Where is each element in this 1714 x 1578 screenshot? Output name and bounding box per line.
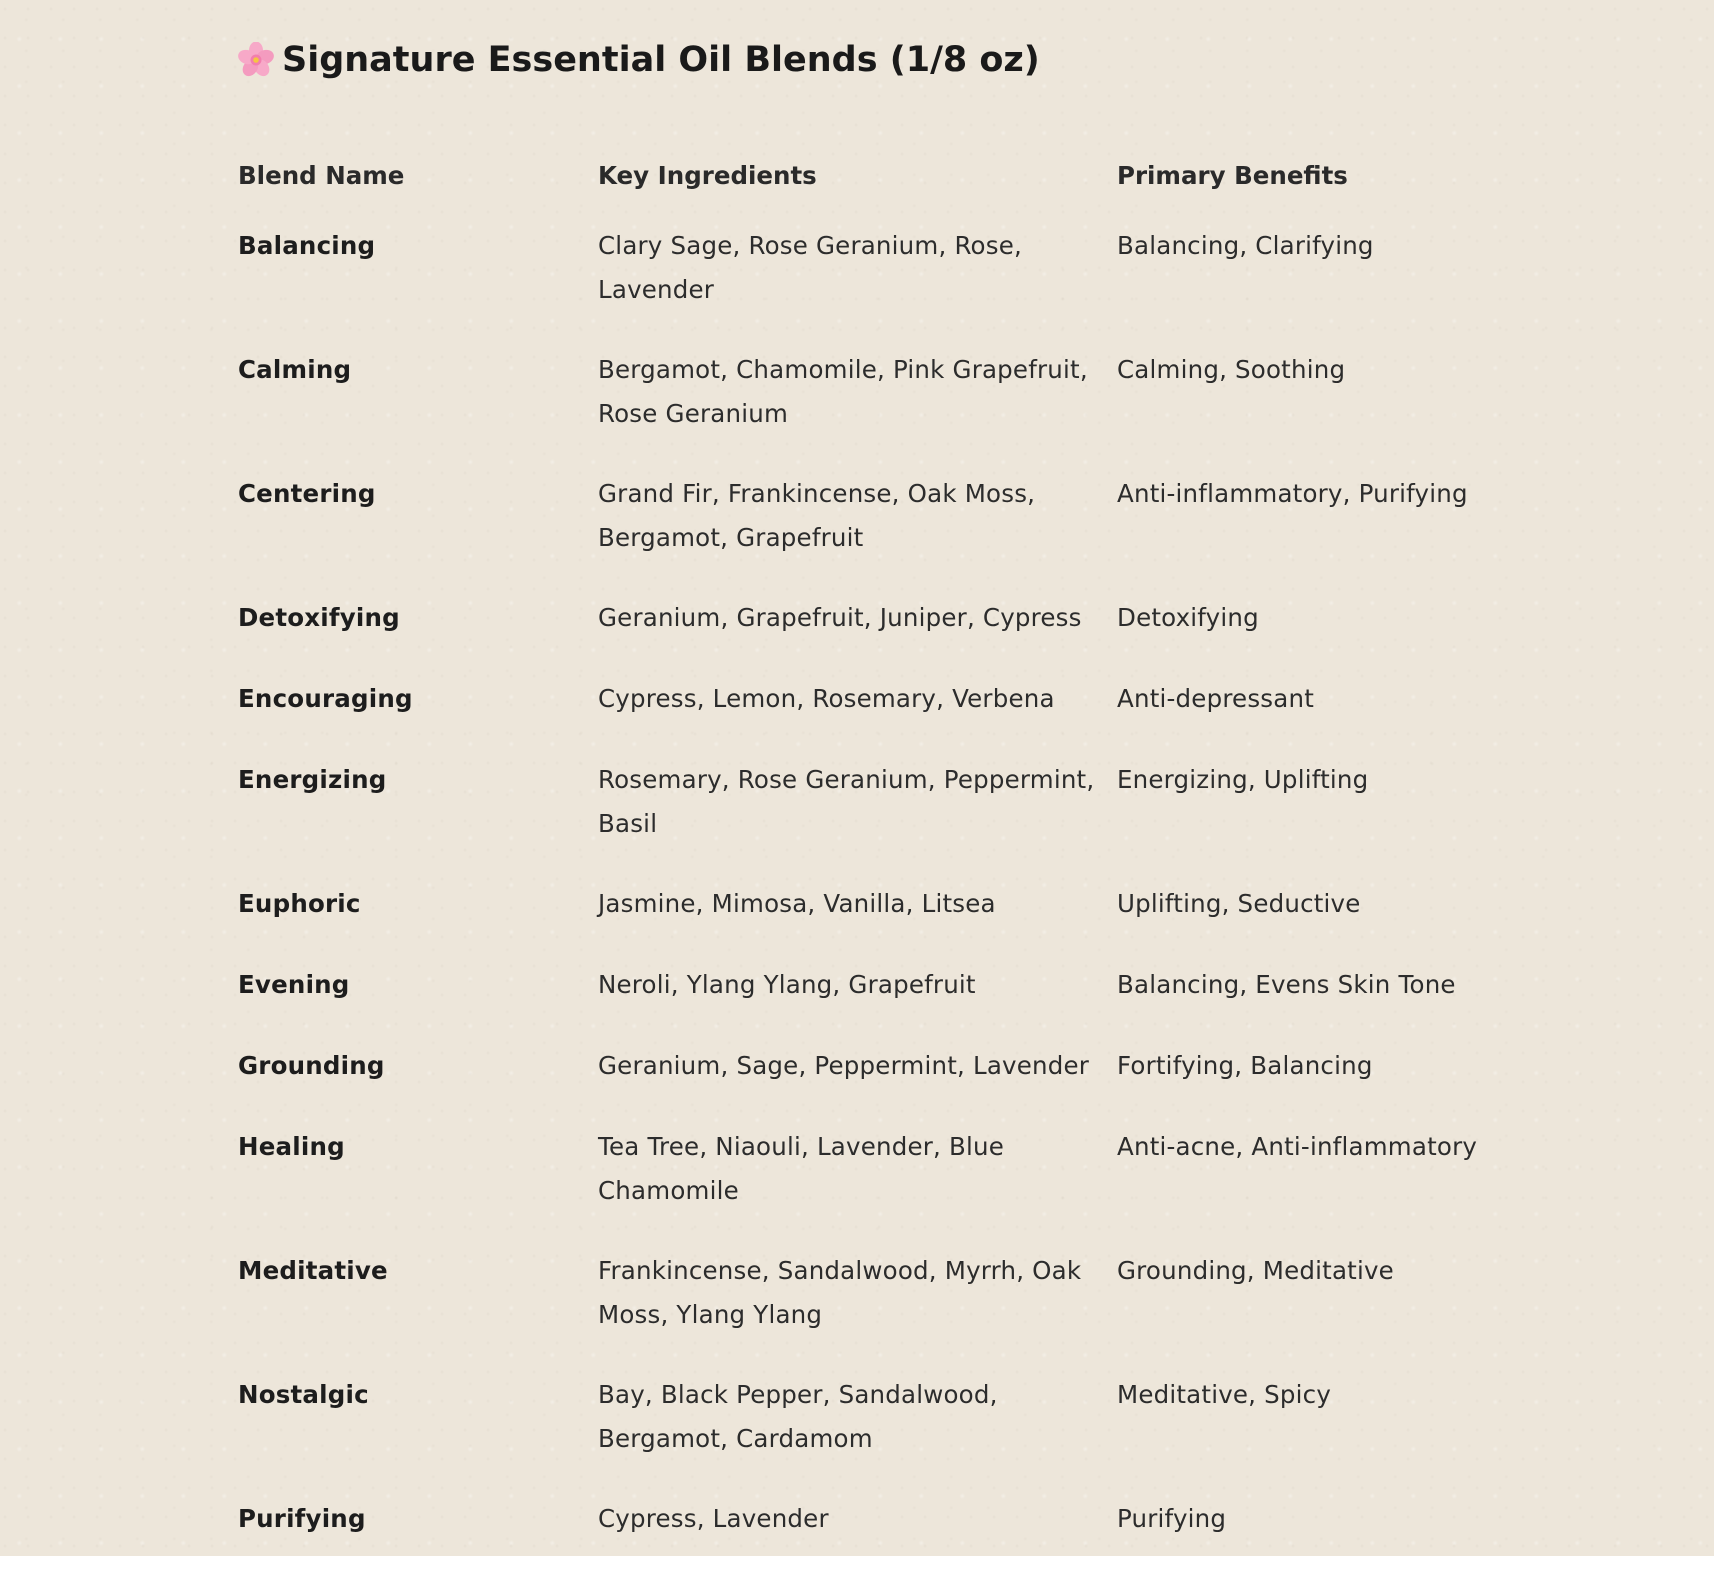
blend-name-cell: Balancing — [238, 231, 376, 260]
ingredients-cell: Frankincense, Sandalwood, Myrrh, Oak Moss, Ylang Ylang — [598, 1256, 1082, 1329]
blend-name-cell: Detoxifying — [238, 603, 400, 632]
benefits-cell: Anti-inflammatory, Purifying — [1117, 479, 1468, 508]
benefits-cell: Balancing, Evens Skin Tone — [1117, 970, 1456, 999]
page-title-text: Signature Essential Oil Blends (1/8 oz) — [282, 40, 1040, 80]
blend-table — [238, 38, 1538, 1578]
ingredients-cell: Cypress, Lavender — [598, 1504, 829, 1533]
benefits-cell: Purifying — [1117, 1504, 1227, 1533]
ingredients-cell: Clary Sage, Rose Geranium, Rose, Lavender — [598, 231, 1022, 304]
ingredients-cell: Bergamot, Chamomile, Pink Grapefruit, Rose Geranium — [598, 355, 1088, 428]
benefits-cell: Anti-depressant — [1117, 684, 1315, 713]
blend-name-cell: Meditative — [238, 1256, 388, 1285]
blend-name-cell: Nostalgic — [238, 1380, 369, 1409]
benefits-cell: Fortifying, Balancing — [1117, 1051, 1373, 1080]
benefits-cell: Meditative, Spicy — [1117, 1380, 1332, 1409]
benefits-cell: Uplifting, Seductive — [1117, 889, 1361, 918]
blend-name-cell: Purifying — [238, 1504, 366, 1533]
blend-name-cell: Euphoric — [238, 889, 361, 918]
ingredients-cell: Grand Fir, Frankincense, Oak Moss, Bergamot, Grapefruit — [598, 479, 1036, 552]
blend-name-cell: Evening — [238, 970, 350, 999]
header-primary-benefits: Primary Benefits — [1117, 161, 1348, 190]
benefits-cell: Anti-acne, Anti-inflammatory — [1117, 1132, 1478, 1161]
table-row — [238, 596, 1538, 677]
table-row — [238, 1497, 1538, 1578]
benefits-cell: Detoxifying — [1117, 603, 1259, 632]
blend-name-cell: Calming — [238, 355, 352, 384]
header-blend-name: Blend Name — [238, 161, 405, 190]
table-row — [238, 472, 1538, 596]
table-row — [238, 758, 1538, 882]
benefits-cell: Energizing, Uplifting — [1117, 765, 1369, 794]
blend-name-cell: Energizing — [238, 765, 387, 794]
table-row — [238, 348, 1538, 472]
ingredients-cell: Tea Tree, Niaouli, Lavender, Blue Chamomile — [598, 1132, 1005, 1205]
ingredients-cell: Neroli, Ylang Ylang, Grapefruit — [598, 970, 976, 999]
blend-name-cell: Grounding — [238, 1051, 385, 1080]
ingredients-cell: Cypress, Lemon, Rosemary, Verbena — [598, 684, 1055, 713]
table-row — [238, 882, 1538, 963]
table-row — [238, 963, 1538, 1044]
table-row — [238, 1125, 1538, 1249]
blend-name-cell: Healing — [238, 1132, 345, 1161]
table-header-row — [238, 154, 1538, 197]
table-row — [238, 1373, 1538, 1497]
page-title — [238, 38, 1538, 82]
table-row — [238, 677, 1538, 758]
ingredients-cell: Jasmine, Mimosa, Vanilla, Litsea — [598, 889, 996, 918]
table-row — [238, 1044, 1538, 1125]
table-row — [238, 1249, 1538, 1373]
ingredients-cell: Bay, Black Pepper, Sandalwood, Bergamot, Cardamom — [598, 1380, 998, 1453]
header-key-ingredients: Key Ingredients — [598, 161, 817, 190]
table-row — [238, 224, 1538, 348]
blend-name-cell: Centering — [238, 479, 376, 508]
benefits-cell: Balancing, Clarifying — [1117, 231, 1374, 260]
cherry-blossom-icon — [238, 42, 274, 78]
benefits-cell: Calming, Soothing — [1117, 355, 1346, 384]
blend-name-cell: Encouraging — [238, 684, 413, 713]
benefits-cell: Grounding, Meditative — [1117, 1256, 1394, 1285]
ingredients-cell: Geranium, Sage, Peppermint, Lavender — [598, 1051, 1090, 1080]
ingredients-cell: Geranium, Grapefruit, Juniper, Cypress — [598, 603, 1082, 632]
ingredients-cell: Rosemary, Rose Geranium, Peppermint, Basil — [598, 765, 1095, 838]
